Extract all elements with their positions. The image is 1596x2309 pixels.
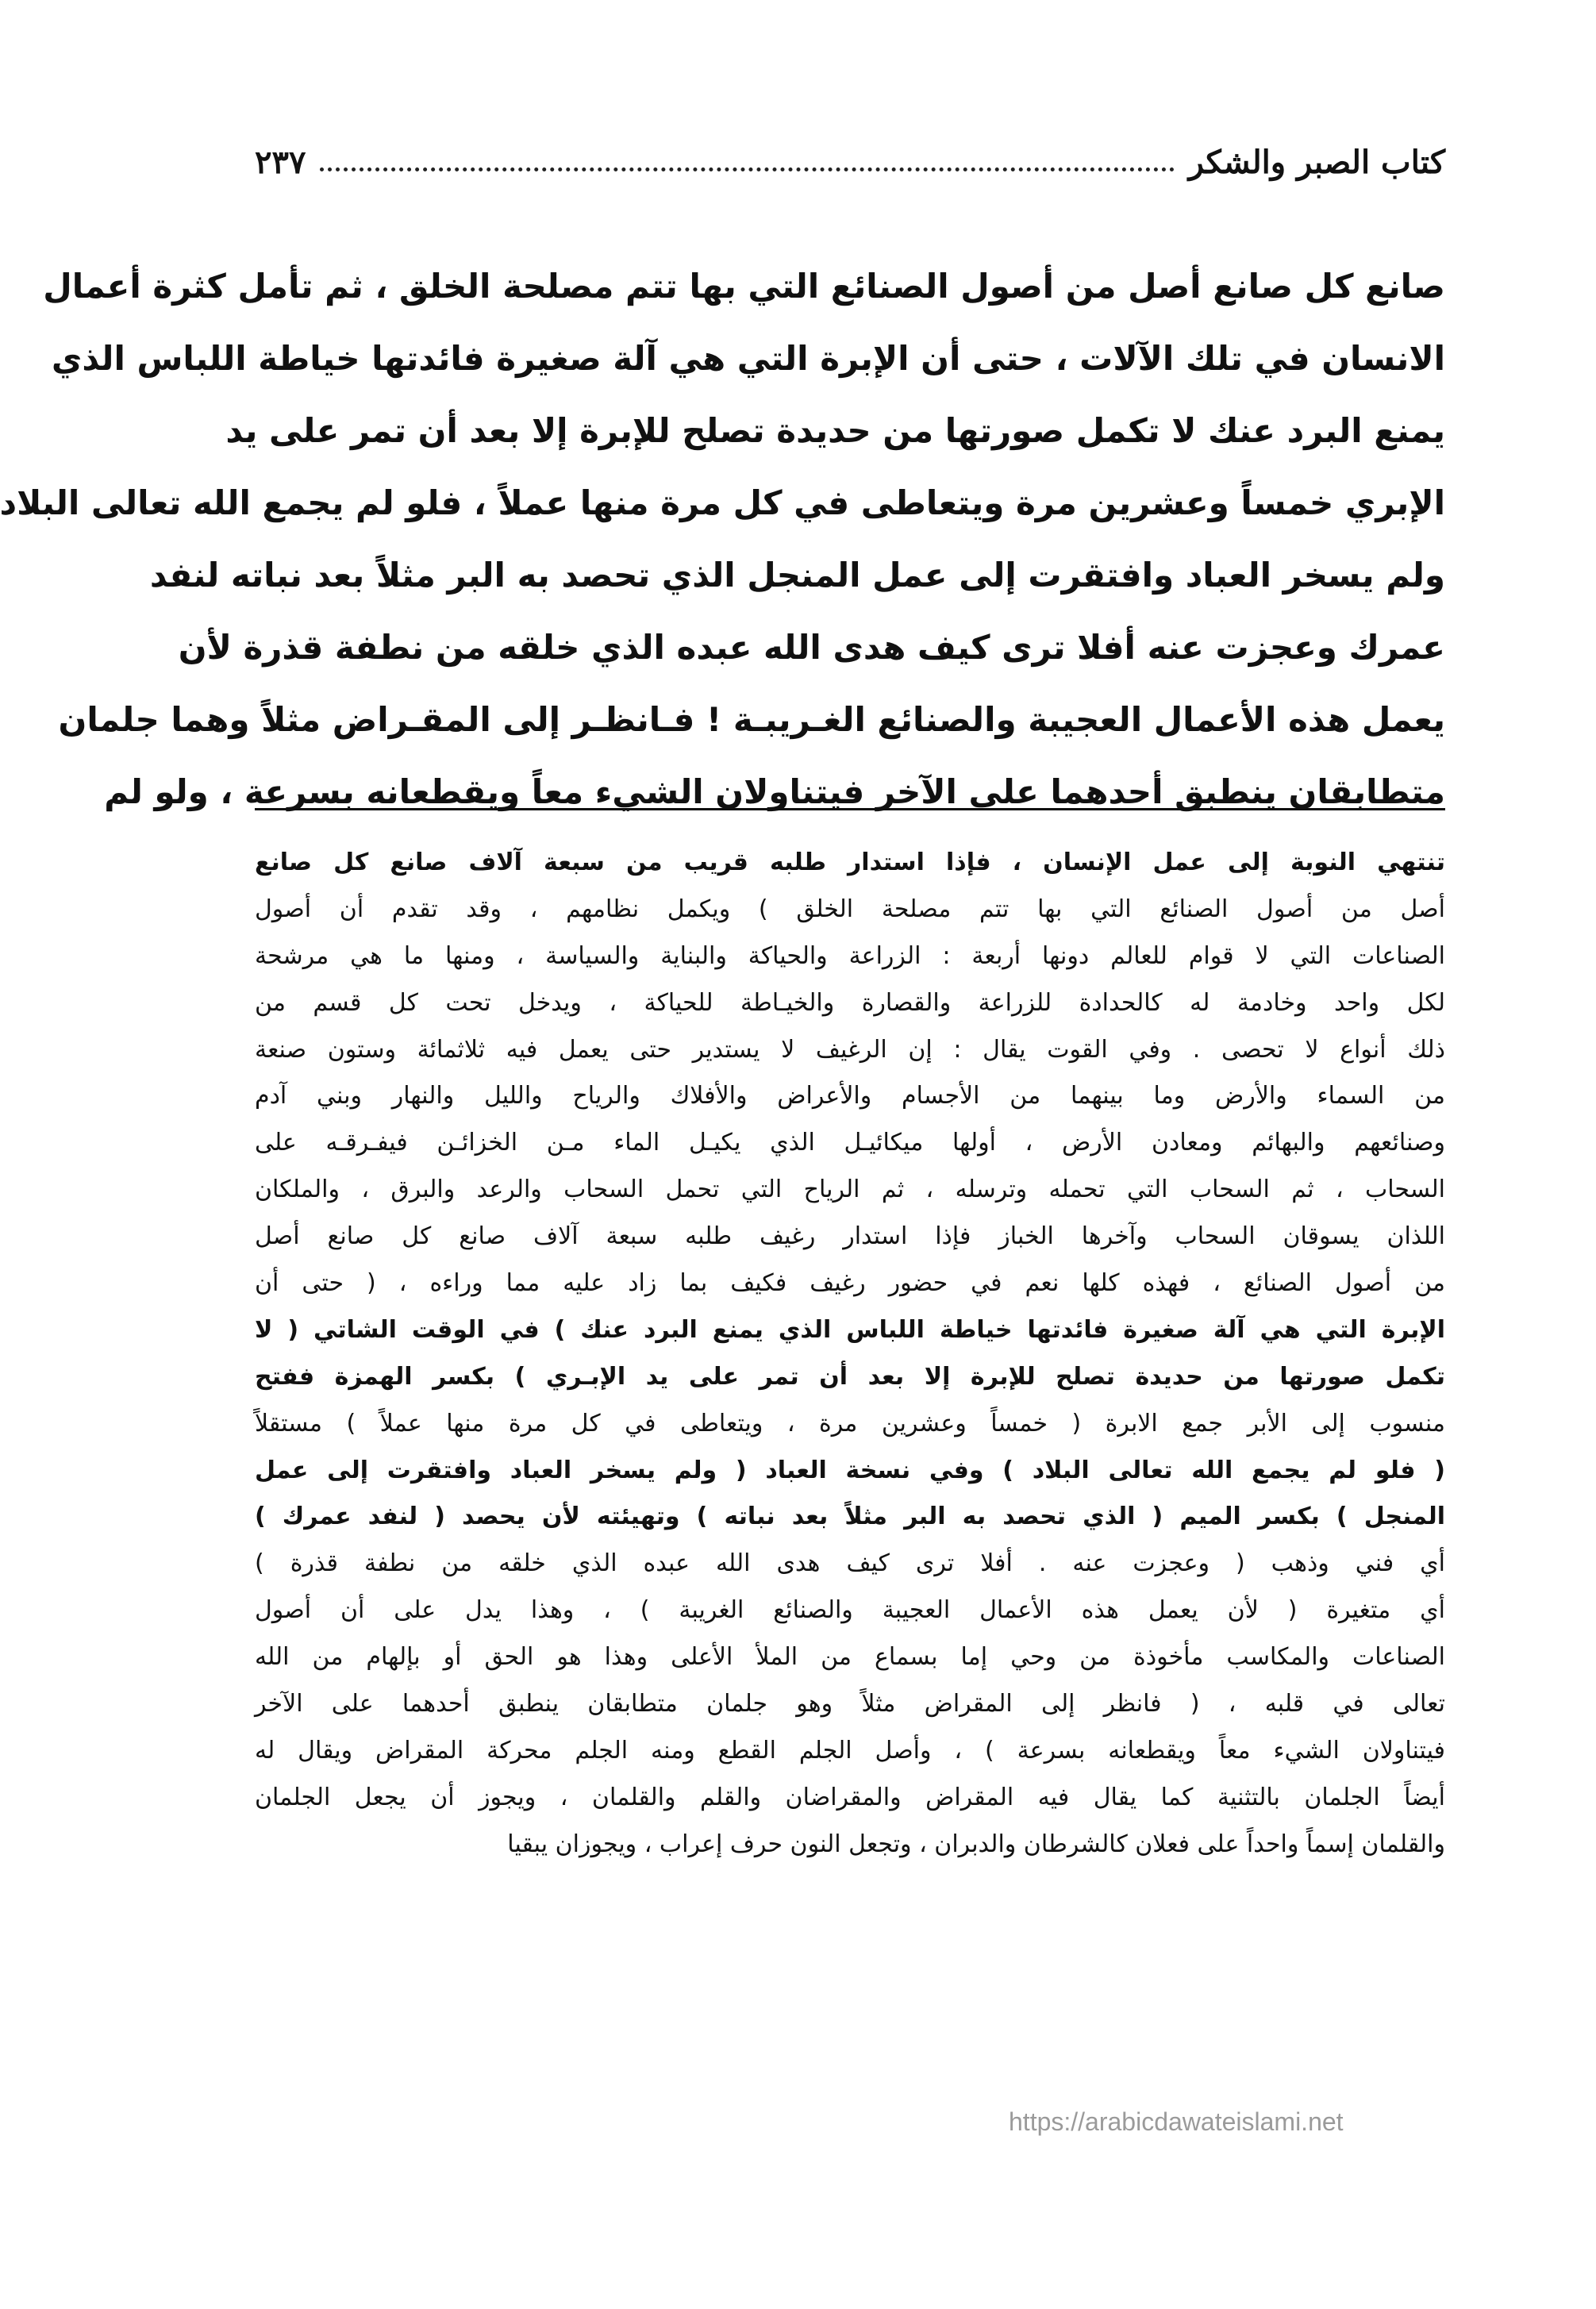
- commentary-line: اللذان يسوقان السحاب وآخرها الخباز فإذا استدار رغيف طلبه سبعة آلاف صانع كل صانع أصل: [255, 1222, 1445, 1251]
- page-header: [255, 133, 1445, 181]
- main-text-block: [0, 250, 1445, 828]
- commentary-line: من أصول الصنائع ، فهذه كلها نعم في حضور رغيف فكيف بما زاد عليه مما وراءه ، ( حتى أن: [255, 1269, 1445, 1298]
- commentary-line: ذلك أنواع لا تحصى . وفي القوت يقال : إن الرغيف لا يستدير حتى يعمل فيه ثلاثمائة وستون صنعة: [255, 1035, 1445, 1064]
- commentary-block: [255, 840, 1445, 1868]
- commentary-line: أيضاً الجلمان بالتثنية كما يقال فيه المقراض والمقراضان والقلم والقلمان ، ويجوز أن يجعل الجلمان: [255, 1783, 1445, 1811]
- commentary-line: فيتناولان الشيء معاً ويقطعانه بسرعة ) ، وأصل الجلم القطع ومنه الجلم محركة المقراض ويقال له: [255, 1736, 1445, 1764]
- main-text-line: عمرك وعجزت عنه أفلا ترى كيف هدى الله عبده الذي خلقه من نطفة قذرة لأن: [178, 628, 1445, 667]
- main-text-line: يمنع البرد عنك لا تكمل صورتها من حديدة تصلح للإبرة إلا بعد أن تمر على يد: [225, 411, 1445, 450]
- main-text-line: الانسان في تلك الآلات ، حتى أن الإبرة التي هي آلة صغيرة فائدتها خياطة اللباس الذي: [51, 339, 1445, 378]
- commentary-line: تعالى في قلبه ، ( فانظر إلى المقراض مثلاً وهو جلمان متطابقان ينطبق أحدهما على الآخر: [255, 1690, 1445, 1718]
- commentary-line: المنجل ) بكسر الميم ( الذي تحصد به البر مثلاً بعد نباته ) وتهيئته لأن يحصد ( لنفد عمرك ): [255, 1503, 1445, 1531]
- commentary-line: أي متغيرة ( لأن يعمل هذه الأعمال العجيبة والصنائع الغريبة ) ، وهذا يدل على أن أصول: [255, 1596, 1445, 1625]
- commentary-line: الصناعات والمكاسب مأخوذة من وحي إما بسماع من الملأ الأعلى وهذا هو الحق أو بإلهام من الله: [255, 1643, 1445, 1672]
- commentary-line: وصنائعهم والبهائم ومعادن الأرض ، أولها ميكائيـل الذي يكيـل الماء مـن الخزائـن فيفـرقـه على: [255, 1129, 1445, 1157]
- commentary-line: منسوب إلى الأبر جمع الابرة ( خمساً وعشرين مرة ، ويتعاطى في كل مرة منها عملاً ) مستقلاً: [255, 1409, 1445, 1437]
- main-text-line: متطابقان ينطبق أحدهما على الآخر فيتناولان الشيء معاً ويقطعانه بسرعة ، ولو لم: [104, 772, 1445, 811]
- commentary-line: ( فلو لم يجمع الله تعالى البلاد ) وفي نسخة العباد ( ولم يسخر العباد وافتقرت إلى عمل: [255, 1456, 1445, 1484]
- main-text-line: الإبري خمساً وعشرين مرة ويتعاطى في كل مرة منها عملاً ، فلو لم يجمع الله تعالى البلاد: [0, 483, 1445, 522]
- header-dot-leader: [320, 167, 1174, 171]
- watermark-url: https://arabicdawateislami.net: [1009, 2107, 1344, 2136]
- commentary-line: من السماء والأرض وما بينهما من الأجسام والأعراض والأفلاك والرياح والليل والنهار وبني آدم: [255, 1082, 1445, 1110]
- commentary-line: الإبرة التي هي آلة صغيرة فائدتها خياطة اللباس الذي يمنع البرد عنك ) في الوقت الشاتي ( لا: [255, 1315, 1445, 1344]
- running-title: كتاب الصبر والشكر: [1188, 144, 1445, 181]
- main-text-line: صانع كل صانع أصل من أصول الصنائع التي بها تتم مصلحة الخلق ، ثم تأمل كثرة أعمال: [43, 267, 1445, 306]
- commentary-line: أي فني وذهب ( وعجزت عنه . أفلا ترى كيف هدى الله عبده الذي خلقه من نطفة قذرة ): [255, 1549, 1445, 1578]
- commentary-line: تنتهي النوبة إلى عمل الإنسان ، فإذا استدار طلبه قريب من سبعة آلاف صانع كل صانع: [255, 849, 1445, 876]
- section-divider: [255, 808, 1445, 810]
- commentary-line: السحاب ، ثم السحاب التي تحمله وترسله ، ثم الرياح التي تحمل السحاب والرعد والبرق ، والملكان: [255, 1176, 1445, 1204]
- commentary-line: أصل من أصول الصنائع التي بها تتم مصلحة الخلق ) ويكمل نظامهم ، وقد تقدم أن أصول: [255, 895, 1445, 923]
- main-text-line: ولم يسخر العباد وافتقرت إلى عمل المنجل الذي تحصد به البر مثلاً بعد نباته لنفد: [149, 556, 1445, 595]
- page-number: ٢٣٧: [255, 144, 306, 181]
- main-text-line: يعمل هذه الأعمال العجيبة والصنائع الغـريبـة ! فـانظـر إلى المقـراض مثلاً وهما جلمان: [58, 700, 1445, 739]
- commentary-line: لكل واحد وخادمة له كالحدادة للزراعة والقصارة والخيـاطة للحياكة ، ويدخل تحت كل قسم من: [255, 988, 1445, 1017]
- commentary-line: الصناعات التي لا قوام للعالم دونها أربعة : الزراعة والحياكة والبناية والسياسة ، ومنها ما هي مرشحة: [255, 941, 1445, 970]
- commentary-line: والقلمان إسماً واحداً على فعلان كالشرطان والدبران ، وتجعل النون حرف إعراب ، ويجوزان يبقيا: [507, 1830, 1445, 1858]
- commentary-line: تكمل صورتها من حديدة تصلح للإبرة إلا بعد أن تمر على يد الإبـري ) بكسر الهمزة ففتح: [255, 1362, 1445, 1391]
